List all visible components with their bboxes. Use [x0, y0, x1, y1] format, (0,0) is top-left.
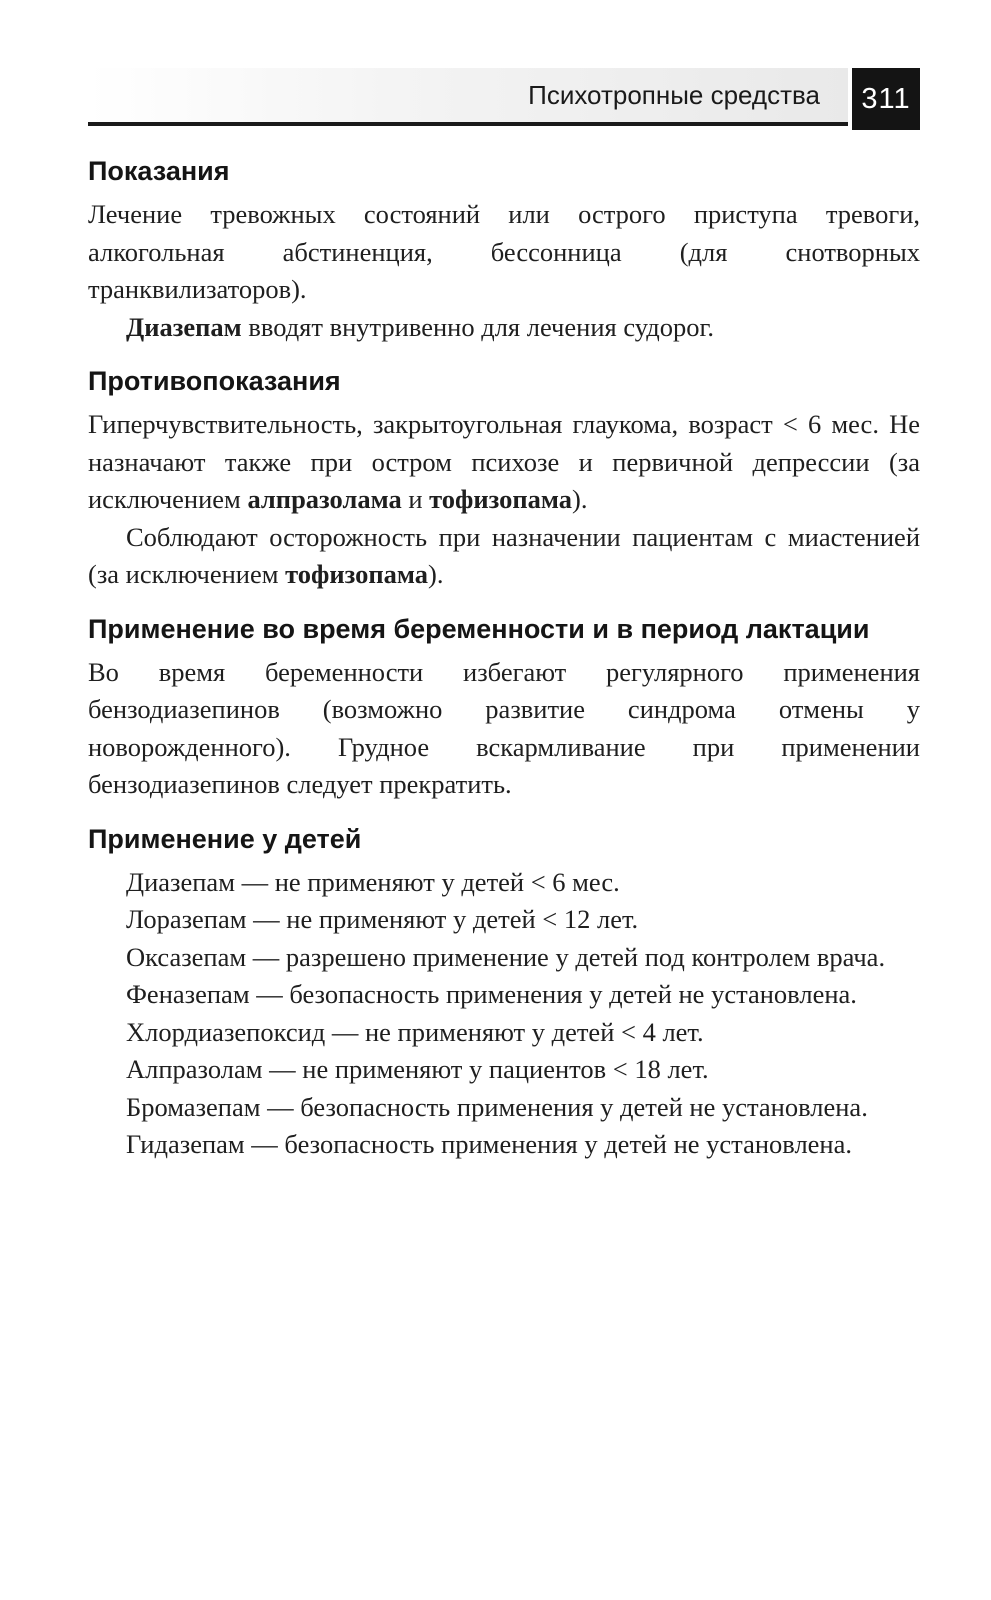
- paragraph: [88, 196, 920, 309]
- page-content: [88, 152, 920, 1164]
- text-run: Лечение тревожных состояний или острого приступа тревоги, алкогольная абстиненция, бессонница (для снотворных транквилизаторов).: [88, 199, 920, 304]
- text-run: Гиперчувствительность, закрытоугольная глаукома, возраст < 6 мес. Не назначают также при остром психозе и первичной депрессии (за исключением: [88, 409, 920, 514]
- section-heading-indications: Показания: [88, 156, 230, 186]
- pediatric-item: [88, 976, 920, 1014]
- page-number: 311: [852, 68, 920, 130]
- text-run: Хлордиазепоксид — не применяют у детей < 4 лет.: [126, 1016, 704, 1047]
- text-run: и: [401, 484, 430, 514]
- paragraph: [88, 654, 920, 804]
- text-run: Во время беременности избегают регулярного применения бензодиазепинов (возможно развитие синдрома отмены у новорожденного). Грудное вскармливание при применении бензодиазепинов следует прекратить.: [88, 656, 920, 799]
- text-run: Соблюдают осторожность при назначении пациентам с миастенией (за исключением: [88, 521, 920, 589]
- paragraph: [88, 309, 920, 347]
- pediatric-item: [88, 939, 920, 977]
- pediatric-item: [88, 1014, 920, 1052]
- drug-name: тофизопама: [429, 484, 573, 514]
- drug-name: алпразолама: [247, 484, 402, 514]
- drug-name: Диазепам: [126, 311, 242, 342]
- text-run: ).: [572, 484, 588, 514]
- section-heading-contraindications: Противопоказания: [88, 366, 341, 396]
- text-run: ).: [428, 559, 444, 589]
- text-run: Феназепам — безопасность применения у детей не установлена.: [126, 979, 857, 1009]
- section-heading-pregnancy-lactation: Применение во время беременности и в период лактации: [88, 613, 870, 644]
- running-head-title: Психотропные средства: [528, 80, 820, 110]
- pediatric-item: [88, 1126, 920, 1164]
- text-run: вводят внутривенно для лечения судорог.: [241, 311, 715, 342]
- text-run: Бромазепам — безопасность применения у детей не установлена.: [126, 1091, 868, 1122]
- text-run: Алпразолам — не применяют у пациентов < 18 лет.: [126, 1054, 709, 1084]
- pediatric-item: [88, 901, 920, 939]
- running-head: [88, 68, 920, 130]
- header-rule: [88, 122, 848, 126]
- text-run: Гидазепам — безопасность применения у детей не установлена.: [126, 1129, 852, 1159]
- pediatric-item: [88, 1089, 920, 1127]
- text-run: Диазепам — не применяют у детей < 6 мес.: [126, 866, 620, 897]
- text-run: Оксазепам — разрешено применение у детей под контролем врача.: [126, 941, 886, 972]
- pediatric-item: [88, 864, 920, 902]
- text-run: Лоразепам — не применяют у детей < 12 лет.: [126, 904, 639, 934]
- pediatric-item: [88, 1051, 920, 1089]
- paragraph: [88, 519, 920, 594]
- section-heading-pediatric-use: Применение у детей: [88, 823, 362, 854]
- paragraph: [88, 406, 920, 519]
- drug-name: тофизопама: [285, 559, 429, 589]
